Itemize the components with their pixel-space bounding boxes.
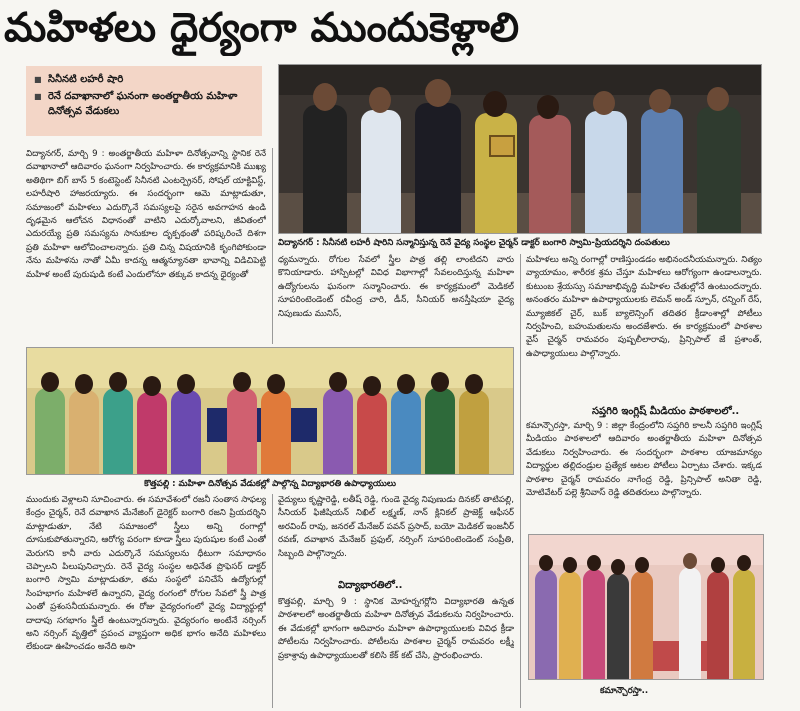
photo-award-ceremony (278, 64, 762, 234)
article-paragraph: వైద్యులు కృష్ణారెడ్డి, లతీష్ రెడ్డి, గుండె వైద్య నిపుణుడు దినకర్ తాటిపల్లి, సీనియర్ ఫిజీషియన్ నిఖిల్ లక్ష్మణ్, నాన్ క్లినికల్ ప్రాజెక్ట్ ఆఫీసర్ అరవింద్ రావు, జనరల్ మేనేజర్ పవన్ ప్రసాద్, బయో మెడికల్ ఇంజనీర్ రవణ్, దవాఖాన మేనేజర్ ప్రఫుల్, నర్సింగ్ సూపరింటెండెంట్ సంప్రీతి, సిబ్బంది పాల్గొన్నారు. (278, 495, 514, 559)
headline: మహిళలు ధైర్యంగా ముందుకెళ్లాలి (4, 4, 520, 51)
article-paragraph: ముందుకు వెళ్లాలని సూచించారు. ఈ సమావేశంలో రజనీ సంతాన సాఫల్య కేంద్రం చైర్మన్, రెనే దవాఖాన మేనేజింగ్ డైరెక్టర్ బంగారి రజని ప్రియదర్శిని మాట్లాడుతూ, నేటి సమాజంలో స్త్రీలు అన్ని రంగాల్లో దూసుకుపోతున్నారని, ఆరోగ్య పరంగా కూడా స్త్రీలు పురుషుల కంటే ఎంతో మెరుగని కానీ వారు ఎదుర్కొనే సమస్యలను ధీటుగా సమాధానం చెప్పాలని పిలుపునిచ్చారు. రెనే వైద్య సంస్థల అధినేత ప్రొఫెసర్ డాక్టర్ బంగారి స్వామి మాట్లాడుతూ, తమ సంస్థలో పనిచేసే ఉద్యోగుల్లో సింహభాగం మహిళలే ఉన్నారని, వైద్య రంగంలో రోగుల సేవలో స్త్రీ పాత్ర ఎంతో ప్రశంసనీయమన్నారు. ఈ రోజు వైద్యరంగంలో వైద్య విద్యార్థుల్లో దాదాపు సగభాగం స్త్రీలే ఉంటున్నారన్నారు. వైద్యరంగం అంటేనే నర్సింగ్ అని నర్సింగ్ వృత్తిలో ప్రపంచ వ్యాప్తంగా అధిక భాగం అనేది మహిళలు లేకుండా ఊహించడం అనేది అసా (26, 495, 266, 653)
highlight-item: ■ రెనే దవాఖానాలో ఘనంగా అంతర్జాతీయ మహిళా దినోత్సవ వేడుకలు (34, 89, 254, 119)
article-col1-bottom (26, 494, 266, 708)
article-paragraph: మహిళలు అన్ని రంగాల్లో రాణిస్తుండడం అభినందనీయమన్నారు. నిత్యం వ్యాయామం, శారీరక శ్రమ చేస్తూ మహిళలు ఆరోగ్యంగా ఉండాలన్నారు. కుటుంబ శ్రేయస్సు సమాజాభివృద్ధి మహిళల చేతుల్లోనే ఉంటుందన్నారు. అనంతరం మహిళా ఉపాధ్యాయులకు లెమన్ అండ్ స్పూన్, రన్నింగ్ రేస్, మ్యూజికల్ చైర్, బుక్ బ్యాలెన్సింగ్ తదితర క్రీడాంశాల్లో పోటీలు నిర్వహించి, బహుమతులను అందజేశారు. ఈ కార్యక్రమంలో పాఠశాల వైస్ చైర్మన్ రామవరం పుష్పలీలారావు, ప్రిన్సిపాల్ జే ప్రశాంత్, ఉపాధ్యాయులు పాల్గొన్నారు. (526, 255, 762, 359)
photo-award-caption: విద్యానగర్ : సినీనటి లహరీ షారిని సన్మానిస్తున్న రెనే వైద్య సంస్థల చైర్మన్ డాక్టర్ బంగారి స్వామి-ప్రియదర్శిని దంపతులు (278, 238, 670, 248)
article-col2-top (278, 254, 514, 348)
photo-scene (279, 65, 761, 233)
article-col3 (526, 254, 762, 402)
article-paragraph: కొత్తపల్లి, మార్చి 9 : స్థానిక మోహర్నగర్లోని విద్యాభారతి ఉన్నత పాఠశాలలో అంతర్జాతీయ మహిళా దినోత్సవ వేడుకలను నిర్వహించారు. ఈ వేడుకల్లో భాగంగా ఆదివారం మహిళా ఉపాధ్యాయులకు వివిధ క్రీడా పోటీలను నిర్వహించారు. పోటీలను పాఠశాల చైర్మన్ రామవరం లక్ష్మీ ప్రకాశ్రావు ఉపాధ్యాయులతో కలిసి కేక్ కట్ చేసి, ప్రారంభించారు. (278, 597, 514, 661)
photo-teachers-group (26, 347, 514, 475)
article-col1-top (26, 148, 266, 342)
article-col2-bottom (278, 494, 514, 574)
column-rule (520, 254, 521, 708)
article-paragraph: ధ్యమన్నారు. రోగుల సేవలో స్త్రీల పాత్ర తల్లి లాంటిదని వారు కొనియాడారు. హాస్పిటల్లో వివిధ విభాగాల్లో సేవలందిస్తున్న మహిళా ఉద్యోగులను ఘనంగా సన్మానించారు. ఈ కార్యక్రమంలో మెడికల్ సూపరింటెండెంట్ రవీంద్ర చారి, డీన్, సీనియర్ అనస్తీషియా వైద్య నిపుణుడు మునిస్, (278, 255, 514, 319)
subhead-vidyabharathi: విద్యాభారతిలో.. (338, 580, 403, 591)
highlight-item: ■ సినీనటి లహరీ షారి (34, 72, 254, 87)
column-rule (272, 494, 273, 708)
photo-scene (27, 348, 513, 474)
subhead-saptagiri: సప్తగిరి ఇంగ్లిష్ మీడియం పాఠశాలలో.. (592, 406, 740, 417)
article-saptagiri (526, 420, 762, 528)
article-paragraph: విద్యానగర్, మార్చి 9 : అంతర్జాతీయ మహిళా దినోత్సవాన్ని స్థానిక రెనే దవాఖానాలో ఆదివారం ఘనంగా నిర్వహించారు. ఈ కార్యక్రమానికి ముఖ్య అతిథిగా బిగ్ బాస్ 5 కంటెస్టెంట్ సినీనటి ఎంటర్ప్రెనర్, సోషల్ యాక్టివిస్ట్, లహరీషారి హాజరయ్యారు. ఈ సందర్భంగా ఆమె మాట్లాడుతూ, సమాజంలో మహిళలు ఎదుర్కొనే సమస్యలపై సరైన అవగాహన ఉండి దృఢమైన ఆలోచన విధానంతో వాటిని ఎదుర్కోవాలని, జీవితంలో ఎదురయ్యే ప్రతి సమస్యను సానుకూల దృక్పథంతో పరిష్కరించే దిశగా ప్రతి మహిళా ఆలోచించాలన్నారు. ప్రతి చిన్న విషయానికి కృంగిపోకుండా నేను మహిళను నాతో ఏమీ కాదన్న ఆత్మన్యూనతా భావాన్ని విడిచిపెట్టి మహిళ అంటే పురుషుడి కంటే ఎందులోనూ తక్కువ కాదన్న ధైర్యంతో (26, 149, 266, 280)
photo-scene (529, 535, 763, 679)
column-rule (272, 148, 273, 344)
article-paragraph: కమాన్చౌరస్తా, మార్చి 9 : జిల్లా కేంద్రంలోని సప్తగిరి కాలనీ సప్తగిరి ఇంగ్లిష్ మీడియం పాఠశాలలో ఆదివారం అంతర్జాతీయ మహిళా దినోత్సవ వేడుకలు నిర్వహించారు. ఈ సందర్భంగా పాఠశాల యాజమాన్యం విద్యార్థుల తల్లిదండ్రుల ప్రత్యేక ఆటల పోటీలు ఏర్పాటు చేశారు. ఇక్కడ పాఠశాల చైర్మన్ రామవరం నాగేంద్ర రెడ్డి, ప్రిన్సిపాల్ అనితా రెడ్డి, మోటివేటర్ పల్లె శ్రీనివాస్ రెడ్డి తదితరులు పాల్గొన్నారు. (526, 421, 762, 499)
photo-teachers-caption: కొత్తపల్లి : మహిళా దినోత్సవ వేడుకల్లో పాల్గొన్న విద్యాభారతి ఉపాధ్యాయులు (144, 479, 396, 489)
article-vidyabharathi (278, 596, 514, 706)
highlights-box (26, 66, 262, 136)
photo-kamanchowrastha-caption: కమాన్చౌరస్తా.. (600, 686, 649, 696)
photo-kamanchowrastha (528, 534, 764, 680)
